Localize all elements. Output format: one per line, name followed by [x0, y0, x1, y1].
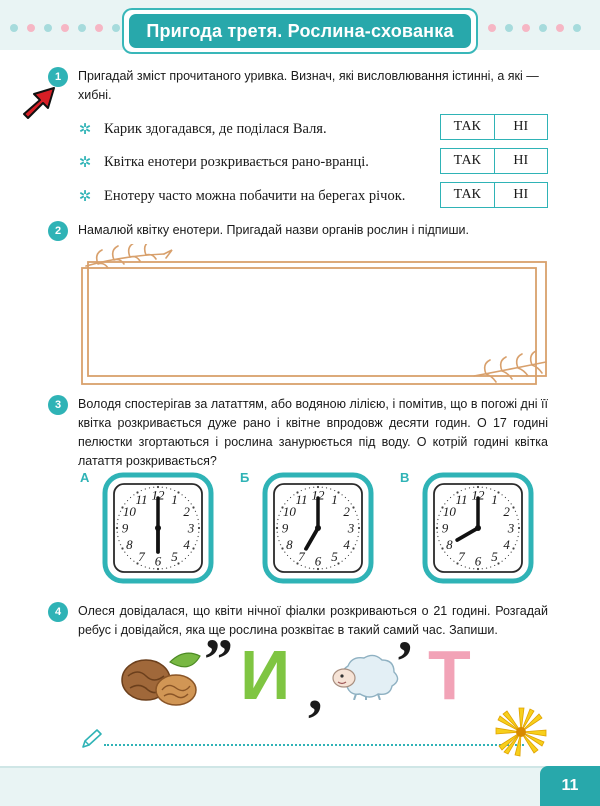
clock-tick — [277, 523, 278, 524]
clock-tick — [348, 500, 349, 501]
clock-number: 7 — [138, 549, 145, 565]
clock-tick — [352, 506, 354, 508]
clock-tick — [280, 511, 281, 512]
clock-tick — [505, 497, 506, 498]
rebus-letter-2: Т — [428, 636, 471, 714]
clock-tick — [293, 561, 294, 562]
clock-tick — [512, 547, 514, 549]
clock-tick — [196, 540, 197, 541]
clock-number: 4 — [183, 537, 190, 552]
clock-tick — [330, 566, 331, 567]
clock-tick — [276, 527, 278, 529]
clock-tick — [437, 532, 438, 533]
clock-tick — [465, 488, 466, 489]
clock-tick — [198, 532, 199, 533]
clock-c-label: В — [400, 470, 410, 485]
task-1-number: 1 — [48, 67, 68, 87]
clock-tick — [518, 527, 520, 529]
clock-tick — [149, 568, 150, 569]
decor-dots-right — [488, 24, 581, 32]
clock-tick — [450, 558, 451, 559]
clock-tick — [192, 506, 194, 508]
clock-number: 4 — [503, 537, 510, 552]
clock-tick — [512, 506, 514, 508]
statement-1 — [78, 120, 327, 139]
clock-tick — [287, 555, 288, 556]
clock-number: 5 — [171, 549, 178, 565]
clock-tick — [358, 523, 359, 524]
statement-2-text: Квітка енотери розкривається рано-вранці. — [104, 154, 369, 170]
clock-tick — [162, 568, 163, 569]
clock-tick — [356, 515, 357, 516]
clock-tick — [191, 551, 192, 552]
clock-number: 3 — [507, 520, 515, 536]
clock-tick — [341, 561, 342, 562]
clock-tick — [437, 536, 438, 537]
clock-tick — [121, 547, 123, 549]
clock-number: 8 — [286, 537, 293, 552]
answer-2-yes[interactable]: ТАК — [441, 149, 495, 173]
clock-number: 1 — [491, 491, 498, 507]
clock-number: 2 — [183, 504, 190, 519]
clock-tick — [453, 494, 454, 495]
clock-number: 1 — [171, 491, 178, 507]
clock-tick — [185, 497, 186, 498]
clock-tick — [501, 561, 502, 562]
task-3-text: Володя спостерігав за лататтям, або водяною лілією, і помітив, що в погожі дні її квітка розкривається дуже рано і квітне впродовж десяти годин. О 17 годині пелюстки згортаються і рослина занурюється під воду. О котрій годині квітка латаття розкривається? — [78, 397, 548, 468]
clock-tick — [198, 536, 199, 537]
decor-dots-left — [10, 24, 137, 32]
clock-tick — [515, 511, 516, 512]
clock-tick — [192, 547, 194, 549]
clock-tick — [117, 519, 118, 520]
clock-tick — [355, 544, 356, 545]
clock-tick — [508, 555, 509, 556]
clock-number: 3 — [187, 520, 195, 536]
clock-tick — [149, 487, 150, 488]
clock-number: 8 — [126, 537, 133, 552]
clock-tick — [438, 515, 439, 516]
clock-tick — [305, 566, 306, 567]
clock-tick — [326, 487, 327, 488]
clock-tick — [469, 568, 470, 569]
page-number-box — [540, 766, 600, 806]
task-2-text: Намалюй квітку енотери. Пригадай назви органів рослин і підпиши. — [78, 223, 470, 237]
clock-tick — [330, 488, 331, 489]
clock-tick — [305, 488, 306, 489]
clock-tick — [450, 497, 451, 498]
clock-number: 9 — [281, 520, 289, 536]
clock-tick — [278, 515, 279, 516]
page-title: Пригода третя. Рослина-схованка — [146, 20, 454, 41]
flower-icon — [494, 706, 548, 758]
clock-tick — [482, 568, 483, 569]
clock-tick — [198, 523, 199, 524]
clock-tick — [309, 487, 310, 488]
clock-tick — [437, 523, 438, 524]
clock-tick — [322, 568, 323, 569]
clock-tick — [133, 561, 134, 562]
clock-tick — [436, 527, 438, 529]
clock-tick — [278, 540, 279, 541]
clock-center — [155, 525, 161, 531]
clock-tick — [508, 500, 509, 501]
clock-tick — [518, 532, 519, 533]
page-number: 11 — [561, 777, 579, 794]
clock-tick — [301, 565, 302, 566]
clock-tick — [195, 544, 196, 545]
clock-c[interactable] — [422, 472, 534, 584]
rebus-letter-1: И — [240, 636, 291, 714]
clock-tick — [334, 565, 335, 566]
clock-tick — [185, 558, 186, 559]
chapter-title-tab — [122, 8, 478, 54]
pointer-arrow-icon — [18, 84, 60, 120]
clock-tick — [127, 555, 128, 556]
clock-tick — [358, 532, 359, 533]
pencil-icon — [80, 728, 104, 750]
clock-tick — [280, 544, 281, 545]
clock-tick — [352, 547, 354, 549]
answer-1-no[interactable]: НІ — [513, 119, 529, 134]
clock-tick — [290, 497, 291, 498]
clock-a[interactable] — [102, 472, 214, 584]
clock-center — [475, 525, 481, 531]
clock-tick — [277, 532, 278, 533]
answer-3-yes[interactable]: ТАК — [441, 183, 495, 207]
answer-choice-2 — [440, 148, 548, 174]
clock-tick — [351, 551, 352, 552]
clock-tick — [351, 503, 352, 504]
clock-tick — [117, 536, 118, 537]
clock-tick — [486, 568, 487, 569]
rebus-apostrophe: ’ — [395, 629, 415, 694]
clock-number: 12 — [311, 487, 325, 503]
clock-tick — [345, 497, 346, 498]
clock-number: 11 — [295, 491, 308, 507]
clock-tick — [518, 523, 519, 524]
clock-number: 12 — [151, 487, 165, 503]
statement-3 — [78, 187, 405, 206]
answer-line[interactable] — [104, 744, 524, 746]
clock-tick — [326, 568, 327, 569]
clock-tick — [505, 558, 506, 559]
answer-1-yes[interactable]: ТАК — [441, 115, 495, 139]
clock-tick — [127, 500, 128, 501]
statement-1-text: Карик здогадався, де поділася Валя. — [104, 121, 327, 137]
clock-tick — [494, 565, 495, 566]
clock-number: 2 — [343, 504, 350, 519]
clock-tick — [170, 488, 171, 489]
task-2-number: 2 — [48, 221, 68, 241]
walnut-icon — [118, 646, 202, 708]
clock-number: 9 — [121, 520, 129, 536]
clock-tick — [198, 519, 199, 520]
clock-tick — [277, 519, 278, 520]
clock-tick — [465, 566, 466, 567]
clock-tick — [447, 500, 448, 501]
clock-tick — [453, 561, 454, 562]
clock-number: 7 — [298, 549, 305, 565]
clock-tick — [170, 566, 171, 567]
clock-tick — [130, 558, 131, 559]
clock-tick — [516, 515, 517, 516]
clock-tick — [130, 497, 131, 498]
clock-a-label: А — [80, 470, 90, 485]
clock-tick — [441, 547, 443, 549]
clock-tick — [281, 547, 283, 549]
clock-tick — [198, 527, 200, 529]
clock-number: 6 — [314, 553, 322, 569]
clock-tick — [437, 519, 438, 520]
clock-number: 8 — [446, 537, 453, 552]
rebus-quote-marks: ” — [204, 627, 233, 692]
statement-3-text: Енотеру часто можна побачити на берегах річок. — [104, 188, 406, 204]
task-3-number: 3 — [48, 395, 68, 415]
clock-tick — [438, 540, 439, 541]
clock-tick — [515, 544, 516, 545]
clock-number: 9 — [441, 520, 449, 536]
clock-tick — [120, 511, 121, 512]
clock-tick — [196, 515, 197, 516]
clock-number: 10 — [442, 504, 456, 519]
clock-center — [315, 525, 321, 531]
rebus-comma: , — [308, 657, 323, 722]
sun-bullet-icon: ✲ — [78, 189, 92, 205]
clock-tick — [174, 565, 175, 566]
clock-tick — [345, 558, 346, 559]
clock-number: 4 — [343, 537, 350, 552]
clock-tick — [181, 494, 182, 495]
clock-tick — [516, 540, 517, 541]
answer-2-no[interactable]: НІ — [513, 153, 529, 168]
clock-b[interactable] — [262, 472, 374, 584]
clock-number: 10 — [282, 504, 296, 519]
clock-tick — [293, 494, 294, 495]
clock-tick — [195, 511, 196, 512]
clock-tick — [461, 565, 462, 566]
clock-tick — [440, 511, 441, 512]
clock-tick — [188, 555, 189, 556]
clock-number: 2 — [503, 504, 510, 519]
clock-tick — [356, 540, 357, 541]
clock-number: 3 — [347, 520, 355, 536]
clock-tick — [486, 487, 487, 488]
clock-number: 11 — [135, 491, 148, 507]
sheep-icon — [326, 652, 400, 700]
task-4-number: 4 — [48, 602, 68, 622]
clock-tick — [188, 500, 189, 501]
clock-number: 6 — [474, 553, 482, 569]
clock-tick — [309, 568, 310, 569]
clock-tick — [133, 494, 134, 495]
clock-tick — [290, 558, 291, 559]
clock-tick — [518, 536, 519, 537]
clock-tick — [116, 527, 118, 529]
task-4-text: Олеся довідалася, що квіти нічної фіалки розкриваються о 21 годині. Розгадай ребус і довідайся, яка ще рослина розквітає в такий самий час. Запиши. — [78, 604, 548, 637]
clock-b-label: Б — [240, 470, 250, 485]
clock-tick — [358, 527, 360, 529]
clock-tick — [355, 511, 356, 512]
clock-tick — [117, 523, 118, 524]
clock-tick — [358, 536, 359, 537]
clock-number: 5 — [491, 549, 498, 565]
footer-band — [0, 766, 600, 806]
clock-tick — [348, 555, 349, 556]
wheat-branch-top-icon — [86, 244, 172, 268]
clock-tick — [440, 544, 441, 545]
clock-number: 10 — [122, 504, 136, 519]
clock-tick — [490, 488, 491, 489]
clock-number: 6 — [154, 553, 162, 569]
statement-2 — [78, 153, 369, 172]
clock-tick — [518, 519, 519, 520]
clock-tick — [490, 566, 491, 567]
clock-tick — [117, 532, 118, 533]
clock-tick — [277, 536, 278, 537]
clock-tick — [341, 494, 342, 495]
clock-tick — [118, 515, 119, 516]
answer-choice-3 — [440, 182, 548, 208]
clock-tick — [120, 544, 121, 545]
drawing-frame[interactable] — [76, 244, 552, 392]
answer-choice-1 — [440, 114, 548, 140]
clock-tick — [118, 540, 119, 541]
clock-tick — [166, 568, 167, 569]
clock-tick — [511, 551, 512, 552]
clock-tick — [511, 503, 512, 504]
clock-tick — [181, 561, 182, 562]
clock-tick — [145, 566, 146, 567]
sun-bullet-icon: ✲ — [78, 122, 92, 138]
clock-tick — [145, 488, 146, 489]
clock-tick — [287, 500, 288, 501]
clock-number: 12 — [471, 487, 485, 503]
clock-tick — [501, 494, 502, 495]
answer-3-no[interactable]: НІ — [513, 187, 529, 202]
clock-tick — [447, 555, 448, 556]
clock-tick — [191, 503, 192, 504]
clock-tick — [141, 565, 142, 566]
clock-number: 7 — [458, 549, 465, 565]
task-1-text: Пригадай зміст прочитаного уривка. Визнач, які висловлювання істинні, а які — хибні. — [78, 69, 539, 102]
clock-number: 11 — [455, 491, 468, 507]
clock-tick — [469, 487, 470, 488]
clock-number: 1 — [331, 491, 338, 507]
clock-number: 5 — [331, 549, 338, 565]
clock-tick — [166, 487, 167, 488]
clock-tick — [358, 519, 359, 520]
sun-bullet-icon: ✲ — [78, 155, 92, 171]
